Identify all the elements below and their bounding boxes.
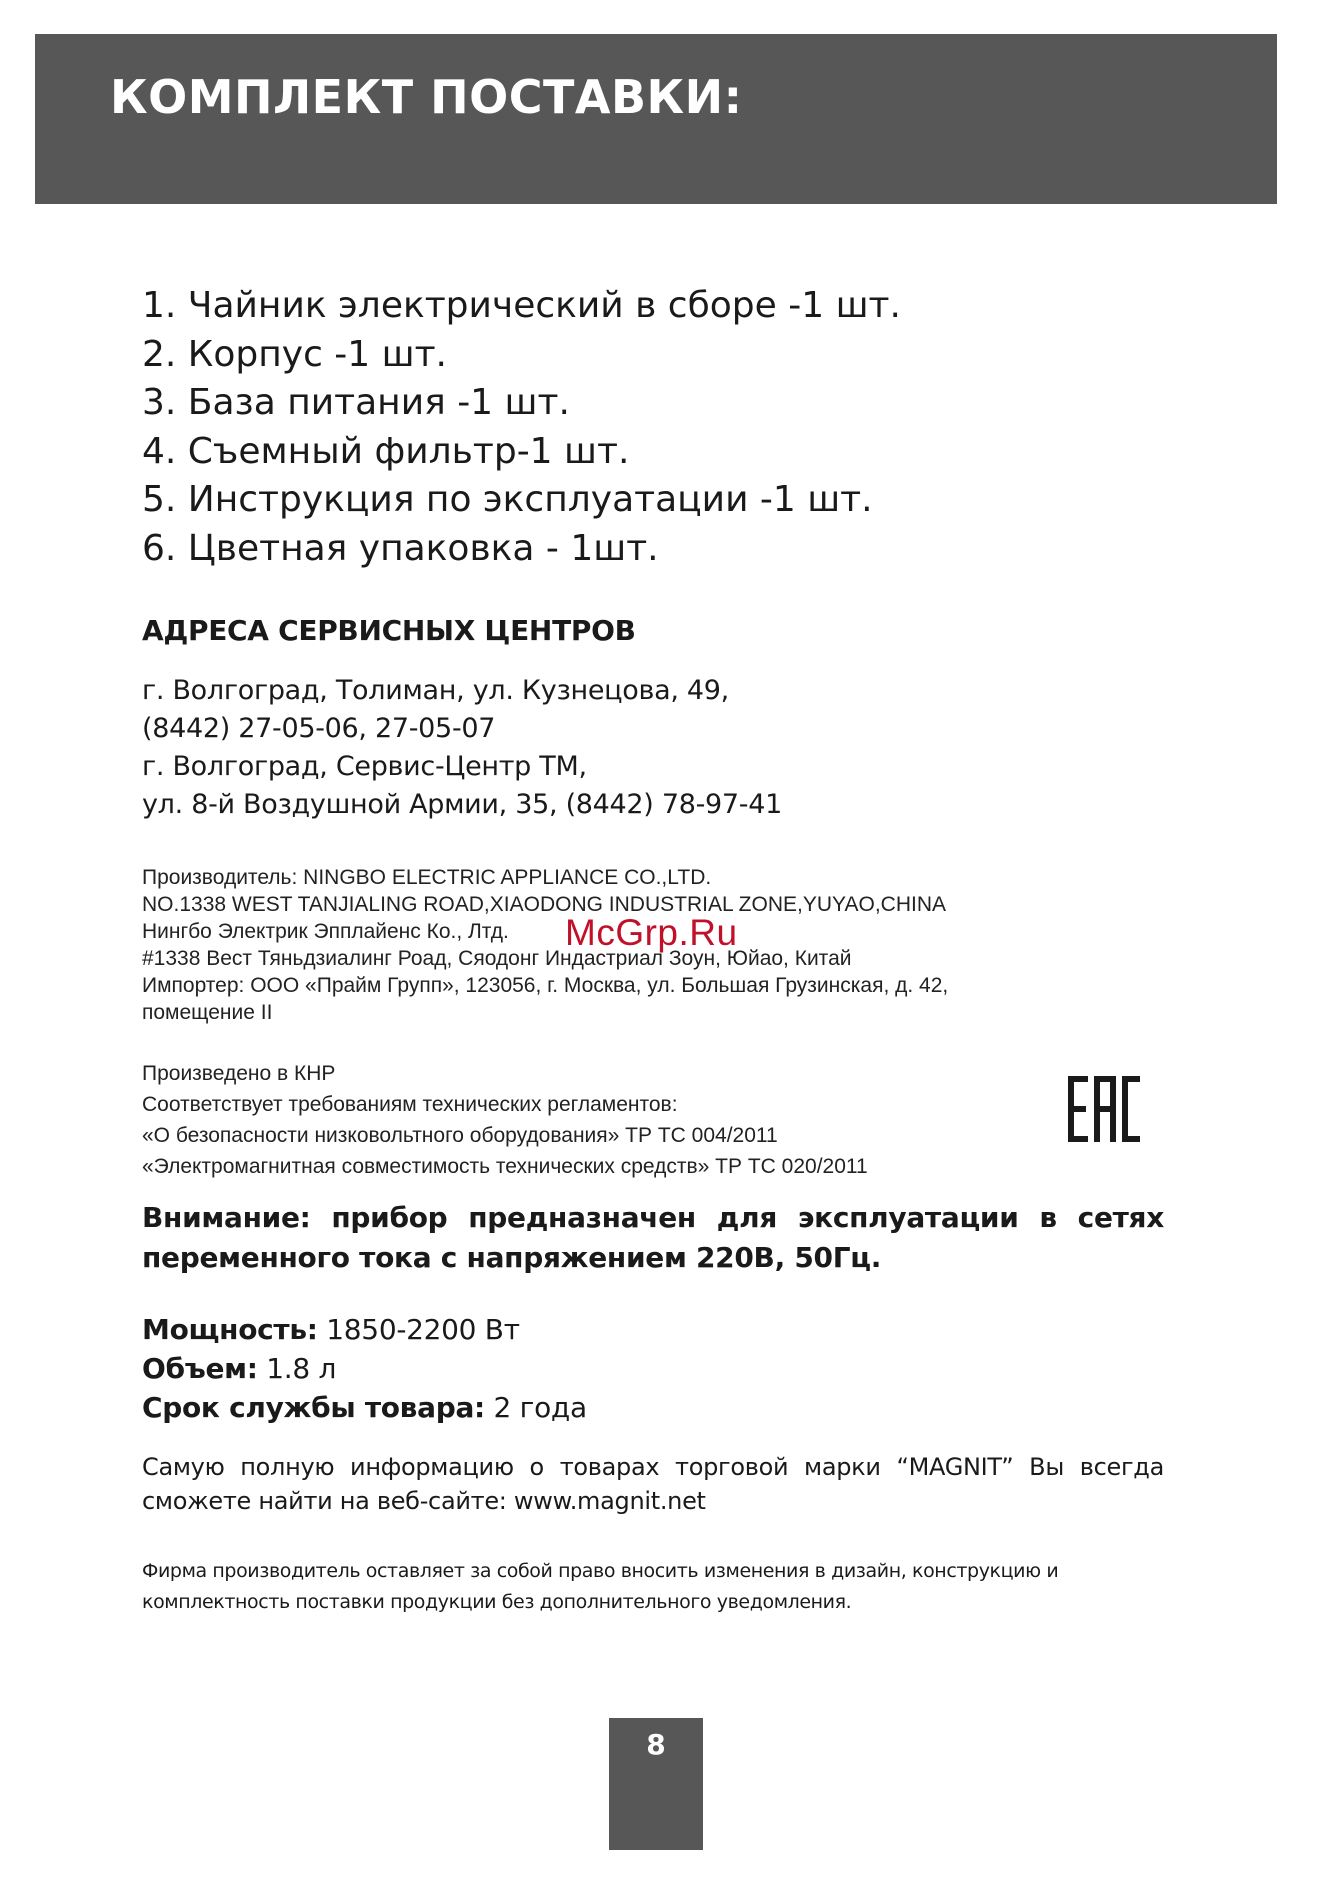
spec-volume <box>142 1349 587 1388</box>
kit-item: 2. Корпус -1 шт. <box>142 333 447 375</box>
manufacturer-line: #1338 Вест Тяньдзиалинг Роад, Сяодонг Индастриал Зоун, Юйао, Китай <box>142 947 852 970</box>
spec-value: 2 года <box>493 1391 587 1424</box>
spec-label: Срок службы товара: <box>142 1391 485 1424</box>
kit-item: 4. Съемный фильтр-1 шт. <box>142 430 630 472</box>
compliance-line: «Электромагнитная совместимость технических средств» ТР ТС 020/2011 <box>142 1155 868 1178</box>
manufacturer-line: Производитель: NINGBO ELECTRIC APPLIANCE CO.,LTD. <box>142 866 712 889</box>
manufacturer-info <box>142 864 948 1026</box>
kit-item: 1. Чайник электрический в сборе -1 шт. <box>142 285 901 326</box>
spec-power <box>142 1310 587 1349</box>
spec-value: 1.8 л <box>266 1352 337 1385</box>
service-addresses <box>142 672 782 824</box>
disclaimer: Фирма производитель оставляет за собой право вносить изменения в дизайн, конструкцию и комплектность поставки продукции без дополнительного уведомления. <box>142 1560 1059 1613</box>
spec-label: Объем: <box>142 1352 258 1385</box>
kit-item: 3. База питания -1 шт. <box>142 382 570 423</box>
kit-item: 5. Инструкция по эксплуатации -1 шт. <box>142 479 873 520</box>
website-info: Самую полную информацию о товарах торговой марки “MAGNIT” Вы всегда сможете найти на веб-сайте: www.magnit.net <box>142 1453 1164 1515</box>
eac-certification-icon <box>1068 1076 1140 1142</box>
spec-label: Мощность: <box>142 1313 318 1346</box>
voltage-warning: Внимание: прибор предназначен для эксплуатации в сетях переменного тока с напряжением 220В, 50Гц. <box>142 1201 1164 1274</box>
address-line: (8442) 27-05-06, 27-05-07 <box>142 713 496 744</box>
spec-value: 1850-2200 Вт <box>326 1313 520 1346</box>
compliance-info <box>142 1058 868 1182</box>
address-line: ул. 8-й Воздушной Армии, 35, (8442) 78-97-41 <box>142 789 782 820</box>
watermark: McGrp.Ru <box>565 912 738 953</box>
manufacturer-line: NO.1338 WEST TANJIALING ROAD,XIAODONG INDUSTRIAL ZONE,YUYAO,CHINA <box>142 893 946 916</box>
manufacturer-line: Нингбо Электрик Эпплайенс Ко., Лтд. <box>142 920 509 943</box>
compliance-line: Соответствует требованиям технических регламентов: <box>142 1093 678 1116</box>
kit-list <box>142 282 901 573</box>
spec-service-life <box>142 1388 587 1427</box>
specifications <box>142 1310 587 1427</box>
page-number: 8 <box>646 1728 666 1761</box>
compliance-line: «О безопасности низковольтного оборудования» ТР ТС 004/2011 <box>142 1124 778 1147</box>
compliance-line: Произведено в КНР <box>142 1062 336 1085</box>
kit-item: 6. Цветная упаковка - 1шт. <box>142 527 659 569</box>
manufacturer-line: помещение II <box>142 1001 273 1024</box>
address-line: г. Волгоград, Толиман, ул. Кузнецова, 49, <box>142 675 729 706</box>
page-title: КОМПЛЕКТ ПОСТАВКИ: <box>110 70 743 124</box>
address-line: г. Волгоград, Сервис-Центр ТМ, <box>142 751 587 782</box>
manufacturer-line: Импортер: ООО «Прайм Групп», 123056, г. Москва, ул. Большая Грузинская, д. 42, <box>142 974 949 997</box>
service-centers-heading: АДРЕСА СЕРВИСНЫХ ЦЕНТРОВ <box>142 614 636 647</box>
